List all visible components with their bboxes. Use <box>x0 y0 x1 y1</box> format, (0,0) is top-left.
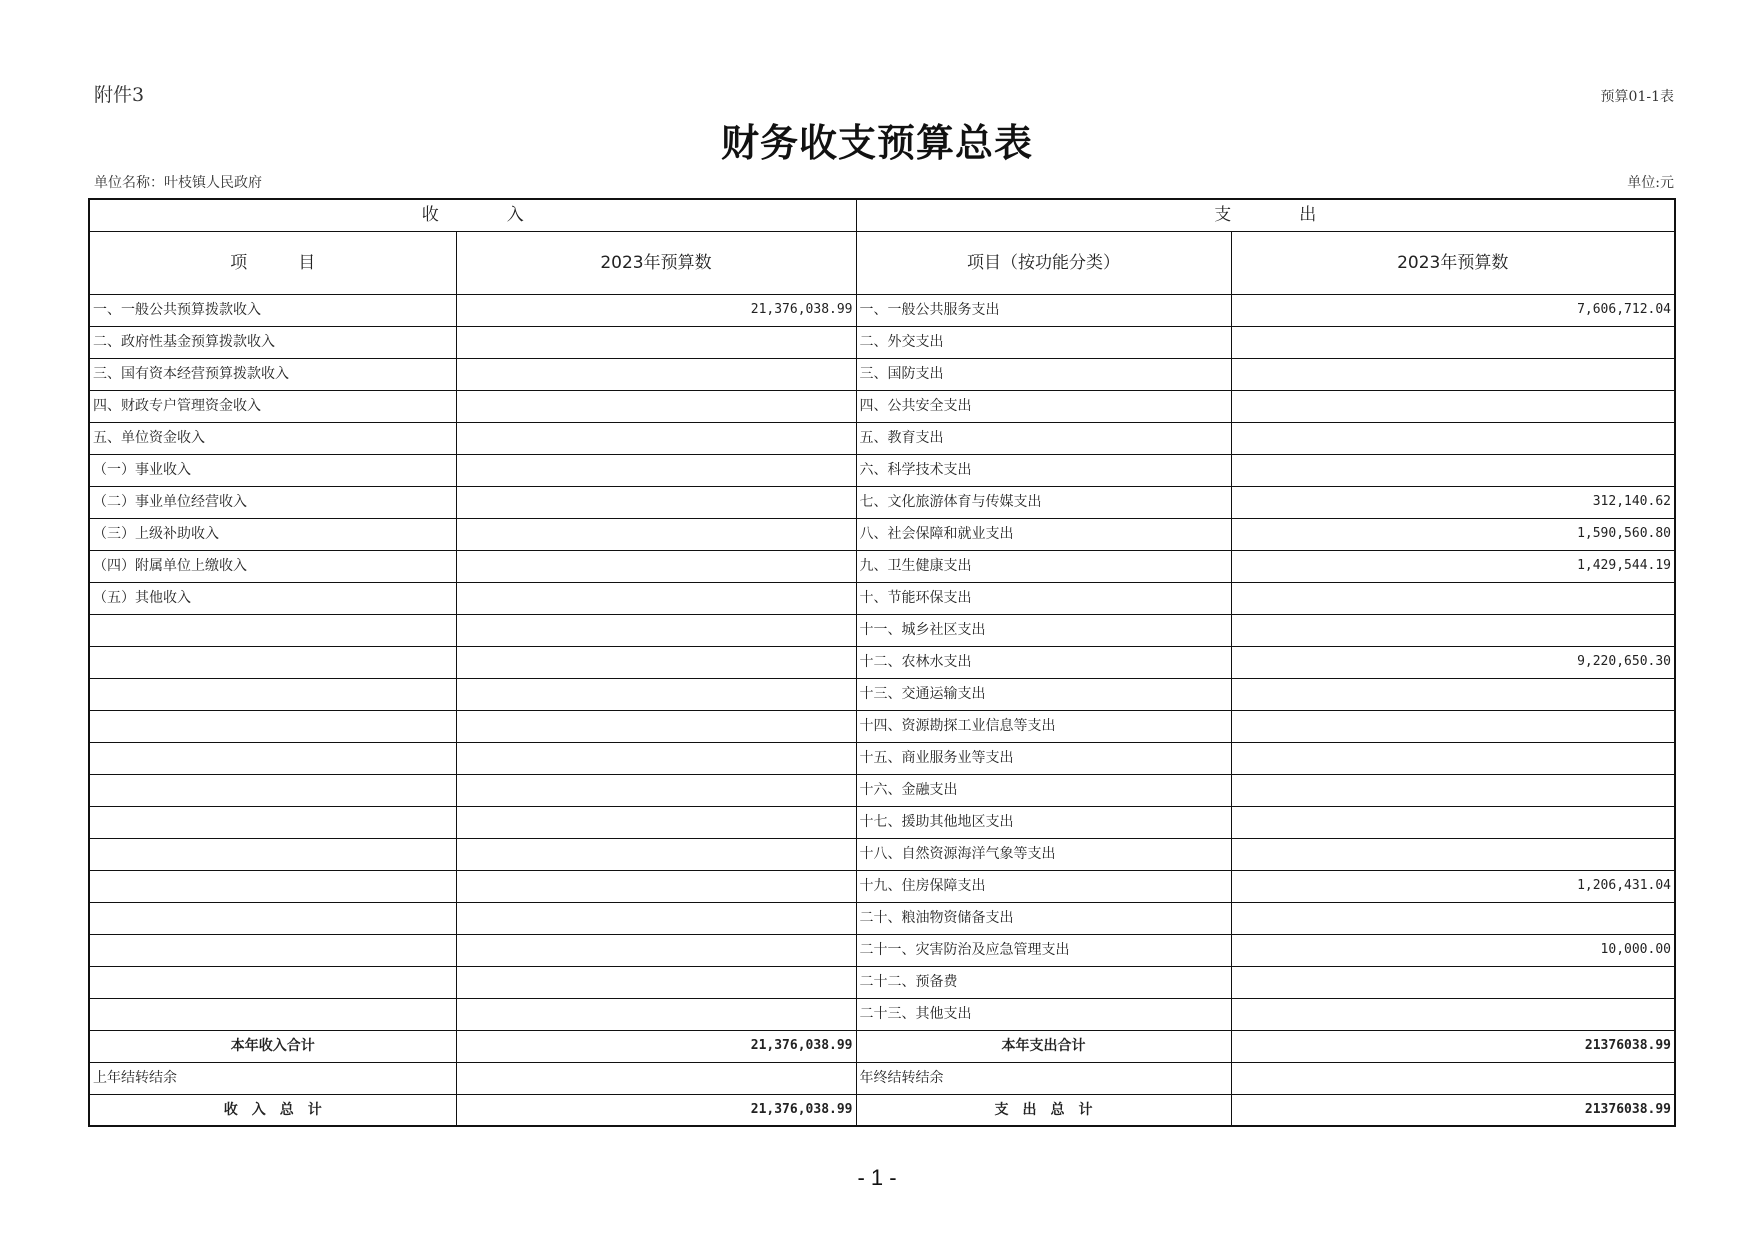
expense-item-cell: 十九、住房保障支出 <box>856 870 1231 902</box>
income-value-cell <box>456 710 856 742</box>
income-value-cell <box>456 550 856 582</box>
table-row <box>89 966 1675 998</box>
income-item-cell <box>89 742 456 774</box>
carry-income-label: 上年结转结余 <box>89 1062 456 1094</box>
carryover-row <box>89 1062 1675 1094</box>
income-item-cell <box>89 646 456 678</box>
expense-item-cell: 十八、自然资源海洋气象等支出 <box>856 838 1231 870</box>
column-header-row <box>89 231 1675 294</box>
income-value-cell <box>456 518 856 550</box>
table-row <box>89 742 1675 774</box>
table-row <box>89 646 1675 678</box>
income-item-cell <box>89 998 456 1030</box>
expense-budget-header: 2023年预算数 <box>1231 231 1675 294</box>
income-value-cell <box>456 870 856 902</box>
income-item-cell <box>89 838 456 870</box>
expense-value-cell: 1,206,431.04 <box>1231 870 1675 902</box>
table-row <box>89 838 1675 870</box>
expense-item-cell: 八、社会保障和就业支出 <box>856 518 1231 550</box>
income-value-cell <box>456 582 856 614</box>
income-item-cell <box>89 678 456 710</box>
expense-item-cell: 六、科学技术支出 <box>856 454 1231 486</box>
expense-item-cell: 十三、交通运输支出 <box>856 678 1231 710</box>
income-value-cell <box>456 454 856 486</box>
form-number: 预算01-1表 <box>1600 89 1674 105</box>
income-item-cell <box>89 966 456 998</box>
expense-value-cell <box>1231 838 1675 870</box>
expense-value-cell <box>1231 422 1675 454</box>
table-row <box>89 774 1675 806</box>
carry-expense-label: 年终结转结余 <box>856 1062 1231 1094</box>
expense-value-cell <box>1231 774 1675 806</box>
income-item-cell <box>89 774 456 806</box>
income-item-cell <box>89 902 456 934</box>
table-row <box>89 710 1675 742</box>
income-value-cell <box>456 934 856 966</box>
subtotal-row <box>89 1030 1675 1062</box>
income-item-cell <box>89 870 456 902</box>
total-income-label: 收 入 总 计 <box>89 1094 456 1126</box>
income-item-cell <box>89 806 456 838</box>
attachment-label: 附件3 <box>94 84 145 106</box>
income-value-cell <box>456 678 856 710</box>
expense-item-cell: 九、卫生健康支出 <box>856 550 1231 582</box>
income-item-cell: 一、一般公共预算拨款收入 <box>89 294 456 326</box>
table-row <box>89 486 1675 518</box>
expense-value-cell <box>1231 326 1675 358</box>
expense-value-cell <box>1231 678 1675 710</box>
budget-table <box>88 198 1676 1127</box>
income-item-cell: （三）上级补助收入 <box>89 518 456 550</box>
income-value-cell <box>456 806 856 838</box>
group-header-row <box>89 199 1675 231</box>
income-value-cell <box>456 902 856 934</box>
income-value-cell <box>456 966 856 998</box>
table-row <box>89 998 1675 1030</box>
page-number: - 1 - <box>857 1165 897 1190</box>
income-item-cell: （一）事业收入 <box>89 454 456 486</box>
expense-value-cell <box>1231 614 1675 646</box>
income-item-cell: 五、单位资金收入 <box>89 422 456 454</box>
expense-item-cell: 三、国防支出 <box>856 358 1231 390</box>
expense-item-cell: 二、外交支出 <box>856 326 1231 358</box>
expense-item-cell: 二十、粮油物资储备支出 <box>856 902 1231 934</box>
income-item-cell: 三、国有资本经营预算拨款收入 <box>89 358 456 390</box>
income-value-cell <box>456 326 856 358</box>
income-value-cell <box>456 774 856 806</box>
total-expense-label: 支 出 总 计 <box>856 1094 1231 1126</box>
income-value-cell: 21,376,038.99 <box>456 294 856 326</box>
table-row <box>89 454 1675 486</box>
expense-value-cell: 312,140.62 <box>1231 486 1675 518</box>
expense-item-cell: 十、节能环保支出 <box>856 582 1231 614</box>
income-item-header: 项 目 <box>89 231 456 294</box>
expense-item-cell: 十四、资源勘探工业信息等支出 <box>856 710 1231 742</box>
expense-item-cell: 二十三、其他支出 <box>856 998 1231 1030</box>
expense-value-cell <box>1231 710 1675 742</box>
table-row <box>89 422 1675 454</box>
income-item-cell: （二）事业单位经营收入 <box>89 486 456 518</box>
table-row <box>89 390 1675 422</box>
subtotal-expense-label: 本年支出合计 <box>856 1030 1231 1062</box>
total-expense-value: 21376038.99 <box>1231 1094 1675 1126</box>
income-value-cell <box>456 838 856 870</box>
income-item-cell: （四）附属单位上缴收入 <box>89 550 456 582</box>
income-item-cell <box>89 934 456 966</box>
income-item-cell: 二、政府性基金预算拨款收入 <box>89 326 456 358</box>
subtotal-expense-value: 21376038.99 <box>1231 1030 1675 1062</box>
table-row <box>89 518 1675 550</box>
unit-name: 单位名称：叶枝镇人民政府 <box>94 175 262 191</box>
expense-value-cell <box>1231 998 1675 1030</box>
table-row <box>89 870 1675 902</box>
carry-expense-value <box>1231 1062 1675 1094</box>
income-value-cell <box>456 998 856 1030</box>
total-row <box>89 1094 1675 1126</box>
expense-item-cell: 十七、援助其他地区支出 <box>856 806 1231 838</box>
expense-item-cell: 七、文化旅游体育与传媒支出 <box>856 486 1231 518</box>
expense-item-cell: 十六、金融支出 <box>856 774 1231 806</box>
total-income-value: 21,376,038.99 <box>456 1094 856 1126</box>
expense-value-cell <box>1231 966 1675 998</box>
expense-item-header: 项目（按功能分类） <box>856 231 1231 294</box>
income-value-cell <box>456 614 856 646</box>
subtotal-income-value: 21,376,038.99 <box>456 1030 856 1062</box>
income-value-cell <box>456 646 856 678</box>
table-row <box>89 294 1675 326</box>
expense-item-cell: 五、教育支出 <box>856 422 1231 454</box>
expense-value-cell: 1,590,560.80 <box>1231 518 1675 550</box>
expense-item-cell: 十一、城乡社区支出 <box>856 614 1231 646</box>
expense-item-cell: 一、一般公共服务支出 <box>856 294 1231 326</box>
expense-value-cell: 1,429,544.19 <box>1231 550 1675 582</box>
expense-group-header: 支 出 <box>856 199 1675 231</box>
table-row <box>89 806 1675 838</box>
expense-value-cell <box>1231 390 1675 422</box>
page-title: 财务收支预算总表 <box>720 120 1033 165</box>
carry-income-value <box>456 1062 856 1094</box>
income-group-header: 收 入 <box>89 199 856 231</box>
table-row <box>89 934 1675 966</box>
currency-unit: 单位:元 <box>1627 175 1674 191</box>
table-row <box>89 358 1675 390</box>
expense-value-cell <box>1231 806 1675 838</box>
income-item-cell <box>89 614 456 646</box>
expense-value-cell <box>1231 742 1675 774</box>
table-row <box>89 582 1675 614</box>
table-row <box>89 614 1675 646</box>
expense-value-cell: 10,000.00 <box>1231 934 1675 966</box>
expense-item-cell: 二十一、灾害防治及应急管理支出 <box>856 934 1231 966</box>
table-row <box>89 326 1675 358</box>
table-row <box>89 902 1675 934</box>
expense-value-cell <box>1231 902 1675 934</box>
income-value-cell <box>456 358 856 390</box>
expense-value-cell <box>1231 454 1675 486</box>
expense-item-cell: 四、公共安全支出 <box>856 390 1231 422</box>
expense-value-cell <box>1231 358 1675 390</box>
expense-item-cell: 十二、农林水支出 <box>856 646 1231 678</box>
table-row <box>89 678 1675 710</box>
income-item-cell <box>89 710 456 742</box>
expense-item-cell: 二十二、预备费 <box>856 966 1231 998</box>
income-value-cell <box>456 390 856 422</box>
expense-value-cell <box>1231 582 1675 614</box>
expense-item-cell: 十五、商业服务业等支出 <box>856 742 1231 774</box>
income-value-cell <box>456 486 856 518</box>
income-item-cell: 四、财政专户管理资金收入 <box>89 390 456 422</box>
expense-value-cell: 7,606,712.04 <box>1231 294 1675 326</box>
table-row <box>89 550 1675 582</box>
income-value-cell <box>456 422 856 454</box>
income-budget-header: 2023年预算数 <box>456 231 856 294</box>
expense-value-cell: 9,220,650.30 <box>1231 646 1675 678</box>
income-value-cell <box>456 742 856 774</box>
subtotal-income-label: 本年收入合计 <box>89 1030 456 1062</box>
income-item-cell: （五）其他收入 <box>89 582 456 614</box>
